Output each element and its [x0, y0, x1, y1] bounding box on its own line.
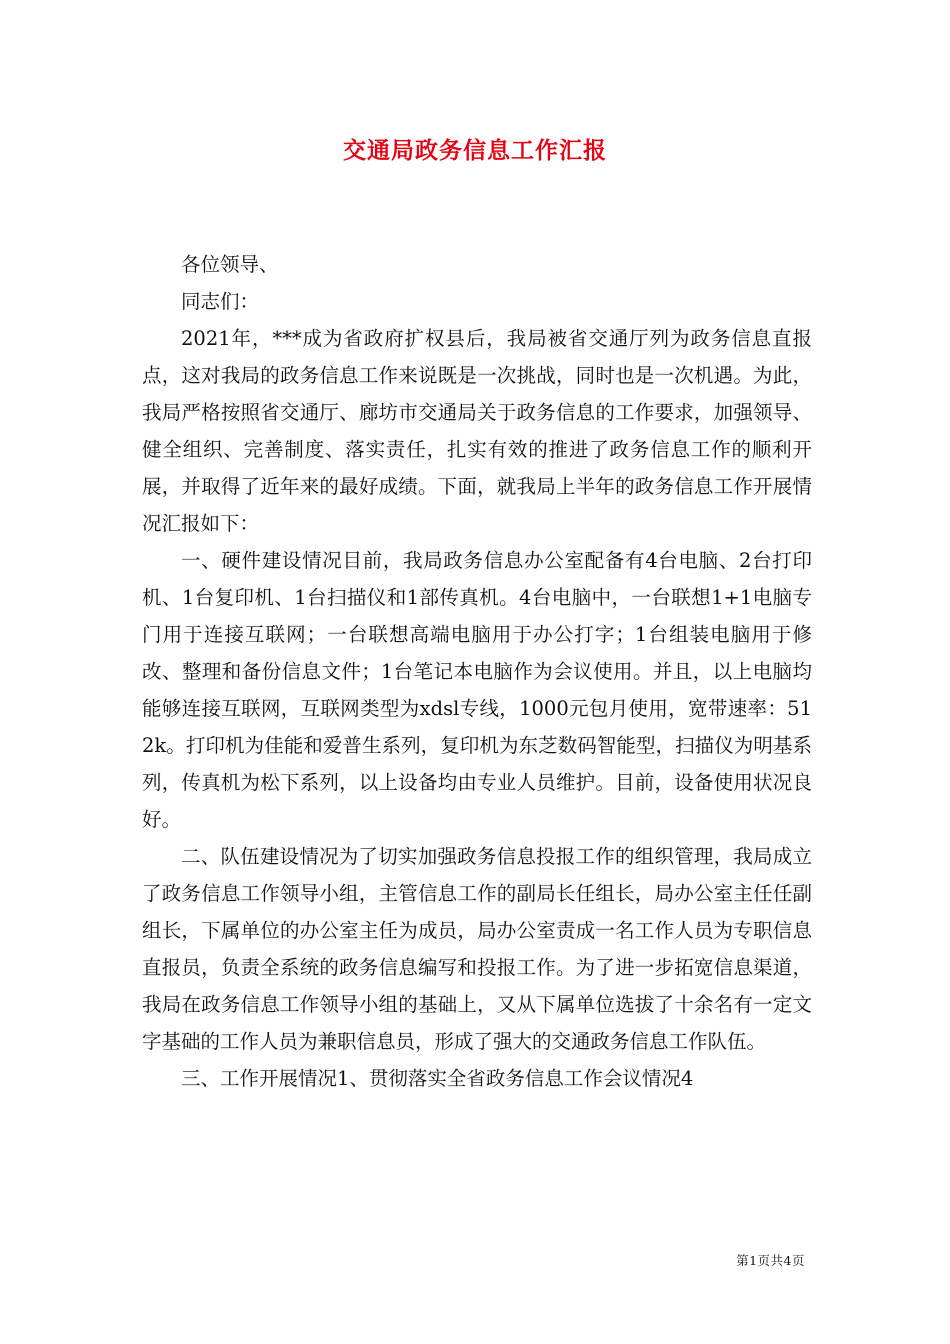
greeting-line-1: 各位领导、 [181, 253, 279, 276]
paragraph-hardware: 一、硬件建设情况目前，我局政务信息办公室配备有4台电脑、2台打印机、1台复印机、1台扫描仪和1部传真机。4台电脑中，一台联想1+1电脑专门用于连接互联网；一台联想高端电脑用于办公打字；1台组装电脑用于修改、整理和备份信息文件；1台笔记本电脑作为会议使用。并且，以上电脑均能够连接互联网，互联网类型为xdsl专线，1000元包月使用，宽带速率：512k。打印机为佳能和爱普生系列，复印机为东芝数码智能型，扫描仪为明基系列，传真机为松下系列，以上设备均由专业人员维护。目前，设备使用状况良好。 [142, 549, 812, 831]
paragraph-intro: 2021年，***成为省政府扩权县后，我局被省交通厅列为政务信息直报点，这对我局的政务信息工作来说既是一次挑战，同时也是一次机遇。为此，我局严格按照省交通厅、廊坊市交通局关于政务信息的工作要求，加强领导、健全组织、完善制度、落实责任，扎实有效的推进了政务信息工作的顺利开展，并取得了近年来的最好成绩。下面，就我局上半年的政务信息工作开展情况汇报如下： [142, 327, 812, 535]
paragraph-work: 三、工作开展情况1、贯彻落实全省政务信息工作会议情况4 [181, 1067, 694, 1090]
page-footer: 第1页共4页 [736, 1253, 805, 1268]
document-title: 交通局政务信息工作汇报 [343, 137, 607, 164]
paragraph-team: 二、队伍建设情况为了切实加强政务信息投报工作的组织管理，我局成立了政务信息工作领导小组，主管信息工作的副局长任组长，局办公室主任任副组长，下属单位的办公室主任为成员，局办公室责成一名工作人员为专职信息直报员，负责全系统的政务信息编写和投报工作。为了进一步拓宽信息渠道，我局在政务信息工作领导小组的基础上，又从下属单位选拔了十余名有一定文字基础的工作人员为兼职信息员，形成了强大的交通政务信息工作队伍。 [142, 845, 812, 1053]
document-body [142, 246, 812, 1097]
greeting-line-2: 同志们： [181, 290, 260, 313]
